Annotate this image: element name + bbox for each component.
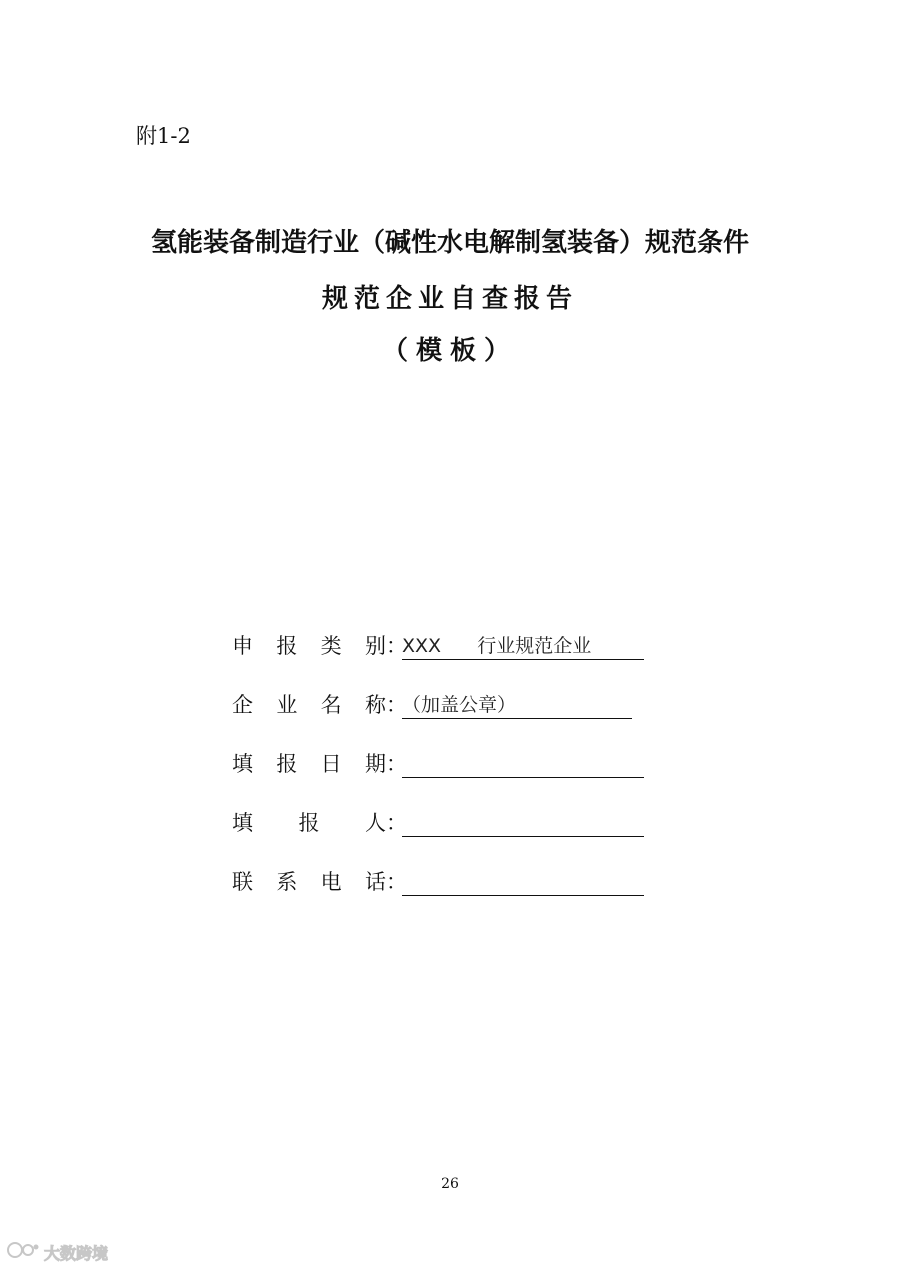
document-title-line3: （模板）	[381, 336, 518, 366]
attachment-label: 附1-2	[136, 124, 191, 148]
date-field[interactable]	[402, 750, 644, 778]
reporter-colon: ：	[386, 811, 407, 835]
page-number: 26	[441, 1176, 459, 1192]
category-field[interactable]: XXX 行业规范企业	[402, 632, 644, 660]
reporter-field[interactable]	[402, 809, 644, 837]
date-colon: ：	[386, 752, 407, 776]
watermark-text: 大数跨境	[44, 1243, 109, 1263]
form-row-date	[232, 742, 652, 778]
brand-logo-icon	[6, 1240, 40, 1264]
form-row-reporter	[232, 801, 652, 837]
phone-label: 联 系 电 话	[232, 870, 386, 894]
form-row-phone	[232, 860, 652, 896]
date-label: 填 报 日 期	[232, 752, 386, 776]
company-colon: ：	[386, 693, 407, 717]
reporter-label: 填 报 人	[232, 811, 386, 835]
watermark	[6, 1240, 108, 1264]
category-colon: ：	[386, 634, 407, 658]
phone-colon: ：	[386, 870, 407, 894]
company-label: 企 业 名 称	[232, 693, 386, 717]
company-name-field[interactable]: （加盖公章）	[402, 691, 632, 719]
document-title-line2: 规范企业自查报告	[321, 284, 578, 314]
form-row-company	[232, 683, 652, 719]
document-title-line1: 氢能装备制造行业（碱性水电解制氢装备）规范条件	[150, 228, 749, 258]
category-label: 申 报 类 别	[232, 634, 386, 658]
report-info-form	[232, 624, 652, 919]
form-row-category	[232, 624, 652, 660]
phone-field[interactable]	[402, 868, 644, 896]
